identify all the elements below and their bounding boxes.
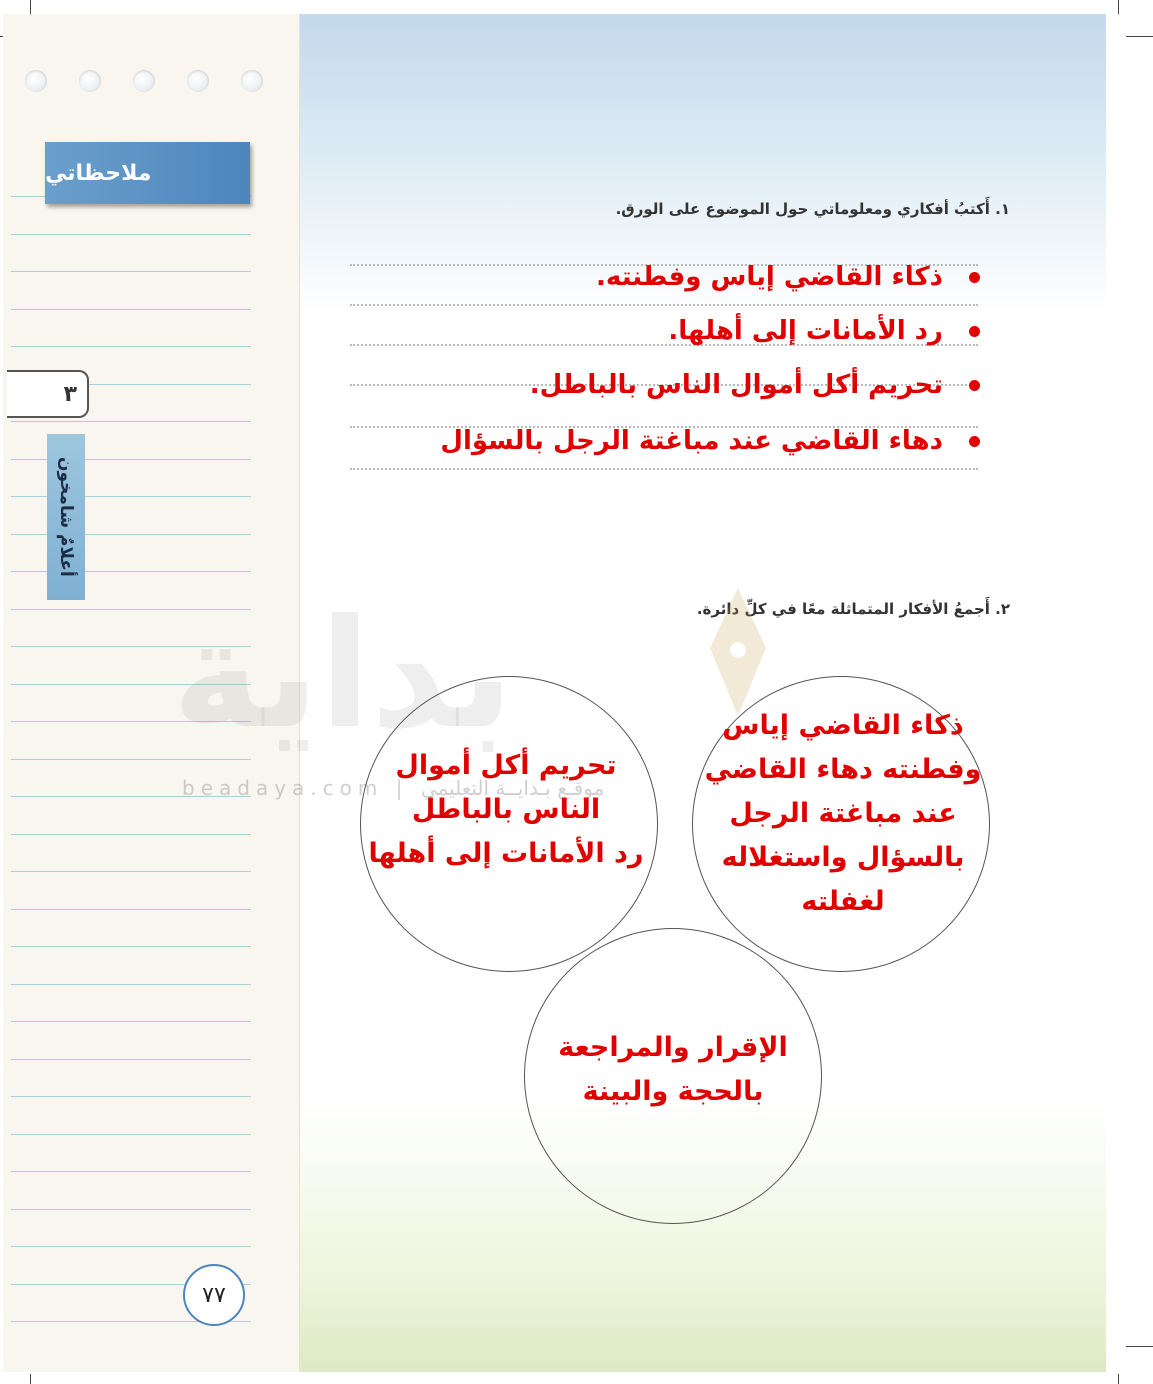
note-rule-line xyxy=(11,421,251,422)
answer-item xyxy=(440,426,980,456)
circle-line: رد الأمانات إلى أهلها xyxy=(368,838,644,869)
page-number: ٧٧ xyxy=(183,1264,245,1326)
crop-mark xyxy=(1126,36,1153,37)
crop-mark xyxy=(30,1374,31,1384)
answer-text: تحريم أكل أموال الناس بالباطل. xyxy=(529,370,943,400)
question-2-prompt: ٢. أَجمعُ الأفكار المتماثلة معًا في كلِّ دائرة. xyxy=(696,600,1010,618)
note-rule-line xyxy=(11,1021,251,1022)
answer-text: ذكاء القاضي إياس وفطنته. xyxy=(596,262,943,292)
circle-line: عند مباغتة الرجل xyxy=(729,798,957,829)
note-rule-line xyxy=(11,834,251,835)
watermark-caption: beadaya.com | موقـع بـدايــة التعليمي xyxy=(182,776,605,800)
watermark-logo: بداية xyxy=(172,588,514,762)
binder-hole xyxy=(187,70,209,92)
question-1-prompt: ١. أَكتبُ أفكاري ومعلوماتي حول الموضوع على الورق. xyxy=(615,200,1010,218)
note-rule-line xyxy=(11,1246,251,1247)
crop-mark xyxy=(30,0,31,14)
circle-line: ذكاء القاضي إياس xyxy=(722,710,964,741)
crop-mark xyxy=(1118,0,1119,14)
circle-left-text xyxy=(356,744,656,876)
crop-mark xyxy=(1118,1374,1119,1384)
note-rule-line xyxy=(11,871,251,872)
answer-item xyxy=(596,262,980,292)
note-rule-line xyxy=(11,1171,251,1172)
circle-right-text xyxy=(700,704,986,924)
note-rule-line xyxy=(11,909,251,910)
note-rule-line xyxy=(11,946,251,947)
circle-line: بالحجة والبينة xyxy=(582,1076,764,1107)
note-rule-line xyxy=(11,1134,251,1135)
circle-line: تحريم أكل أموال xyxy=(395,750,617,781)
note-rule-line xyxy=(11,346,251,347)
binder-hole xyxy=(133,70,155,92)
note-rule-line xyxy=(11,984,251,985)
answer-item xyxy=(668,316,980,346)
notes-label: ملاحظاتي xyxy=(45,142,250,204)
note-rule-line xyxy=(11,234,251,235)
circle-line: بالسؤال واستغلاله xyxy=(721,842,965,873)
circle-line: الإقرار والمراجعة xyxy=(558,1032,788,1063)
pen-nib-icon xyxy=(708,588,768,716)
circle-line: لغفلته xyxy=(801,886,885,917)
answer-text: رد الأمانات إلى أهلها. xyxy=(668,316,943,346)
binder-hole xyxy=(79,70,101,92)
bullet-icon xyxy=(969,272,980,283)
unit-title: أعلامٌ شامخون xyxy=(47,434,85,600)
note-rule-line xyxy=(11,309,251,310)
answer-line xyxy=(350,468,978,470)
unit-number: ٣ xyxy=(7,370,89,418)
binder-hole xyxy=(25,70,47,92)
circle-line: الناس بالباطل xyxy=(411,794,601,825)
bullet-icon xyxy=(969,436,980,447)
circle-line: وفطنته دهاء القاضي xyxy=(704,754,982,785)
note-rule-line xyxy=(11,1059,251,1060)
answer-text: دهاء القاضي عند مباغتة الرجل بالسؤال xyxy=(440,426,943,456)
crop-mark xyxy=(1126,1346,1153,1347)
note-rule-line xyxy=(11,1209,251,1210)
bullet-icon xyxy=(969,380,980,391)
answer-item xyxy=(530,370,980,400)
binder-hole xyxy=(241,70,263,92)
answer-line xyxy=(350,304,978,306)
note-rule-line xyxy=(11,271,251,272)
circle-bottom-text xyxy=(524,1026,822,1114)
bullet-icon xyxy=(969,326,980,337)
note-rule-line xyxy=(11,1096,251,1097)
